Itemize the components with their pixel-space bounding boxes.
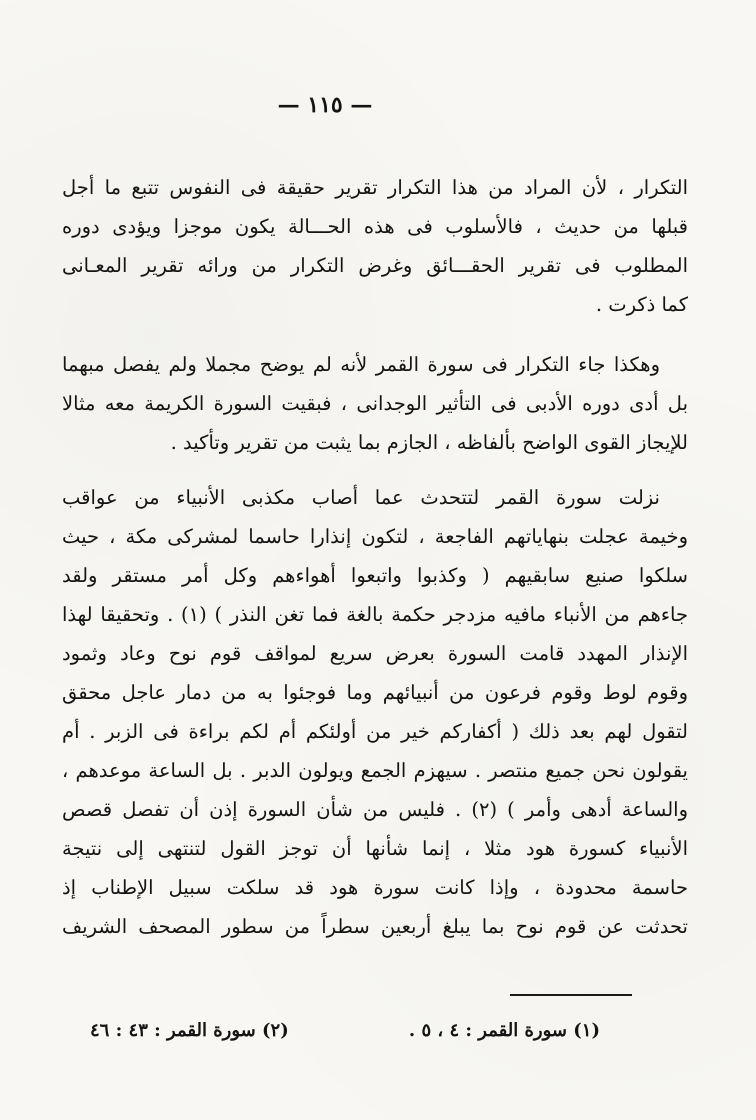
text-line: تحدثت عن قوم نوح بما يبلغ أربعين سطراً من سطور المصحف الشريف xyxy=(62,915,688,938)
text-line: سلكوا صنيع سابقيهم ( وكذبوا واتبعوا أهواءهم وكل أمر مستقر ولقد xyxy=(62,564,688,587)
text-line: والساعة أدهى وأمر ) (٢) . فليس من شأن السورة إذن أن تفصل قصص xyxy=(62,798,688,821)
footnote-divider xyxy=(510,994,632,996)
text-line: وقوم لوط وقوم فرعون من أنبيائهم وما فوجئوا به من دمار عاجل محقق xyxy=(62,681,688,704)
page-number: — ١١٥ — xyxy=(277,92,373,118)
paragraph-3 xyxy=(62,478,688,946)
text-line: حاسمة محدودة ، وإذا كانت سورة هود قد سلكت سبيل الإطناب إذ xyxy=(62,876,688,899)
footnotes xyxy=(90,1020,600,1041)
footnote-1: (١) سورة القمر : ٤ ، ٥ . xyxy=(408,1020,600,1041)
paragraph-2 xyxy=(62,345,688,462)
text-line: المطلوب فى تقرير الحقـــائق وغرض التكرار من ورائه تقرير المعـانى xyxy=(62,254,688,277)
text-line: بل أدى دوره الأدبى فى التأثير الوجدانى ، فبقيت السورة الكريمة معه مثالا xyxy=(62,392,688,415)
paragraph-1 xyxy=(62,168,688,324)
text-line: يقولون نحن جميع منتصر . سيهزم الجمع ويولون الدبر . بل الساعة موعدهم ، xyxy=(62,759,688,782)
text-line: الأنبياء كسورة هود مثلا ، إنما شأنها أن توجز القول لتنتهى إلى نتيجة xyxy=(62,837,688,860)
text-line: للإيجاز القوى الواضح بألفاظه ، الجازم بما يثبت من تقرير وتأكيد . xyxy=(170,431,688,454)
text-line: نزلت سورة القمر لتتحدث عما أصاب مكذبى الأنبياء من عواقب xyxy=(62,486,660,509)
text-line: قبلها من حديث ، فالأسلوب فى هذه الحـــالة يكون موجزا ويؤدى دوره xyxy=(62,215,688,238)
text-line: وهكذا جاء التكرار فى سورة القمر لأنه لم يوضح مجملا ولم يفصل مبهما xyxy=(62,353,660,376)
text-line: جاءهم من الأنباء مافيه مزدجر حكمة بالغة فما تغن النذر ) (١) . وتحقيقا لهذا xyxy=(62,603,688,626)
text-line: التكرار ، لأن المراد من هذا التكرار تقرير حقيقة فى النفوس تتبع ما أجل xyxy=(62,176,688,199)
text-line: لتقول لهم بعد ذلك ( أكفاركم خير من أولئكم أم لكم براءة فى الزبر . أم xyxy=(62,720,688,743)
text-line: كما ذكرت . xyxy=(595,293,688,316)
footnote-2: (٢) سورة القمر : ٤٣ : ٤٦ xyxy=(90,1020,289,1041)
text-line: الإنذار المهدد قامت السورة بعرض سريع لمواقف قوم نوح وعاد وثمود xyxy=(62,642,688,665)
text-line: وخيمة عجلت بنهاياتهم الفاجعة ، لتكون إنذارا حاسما لمشركى مكة ، حيث xyxy=(62,525,688,548)
